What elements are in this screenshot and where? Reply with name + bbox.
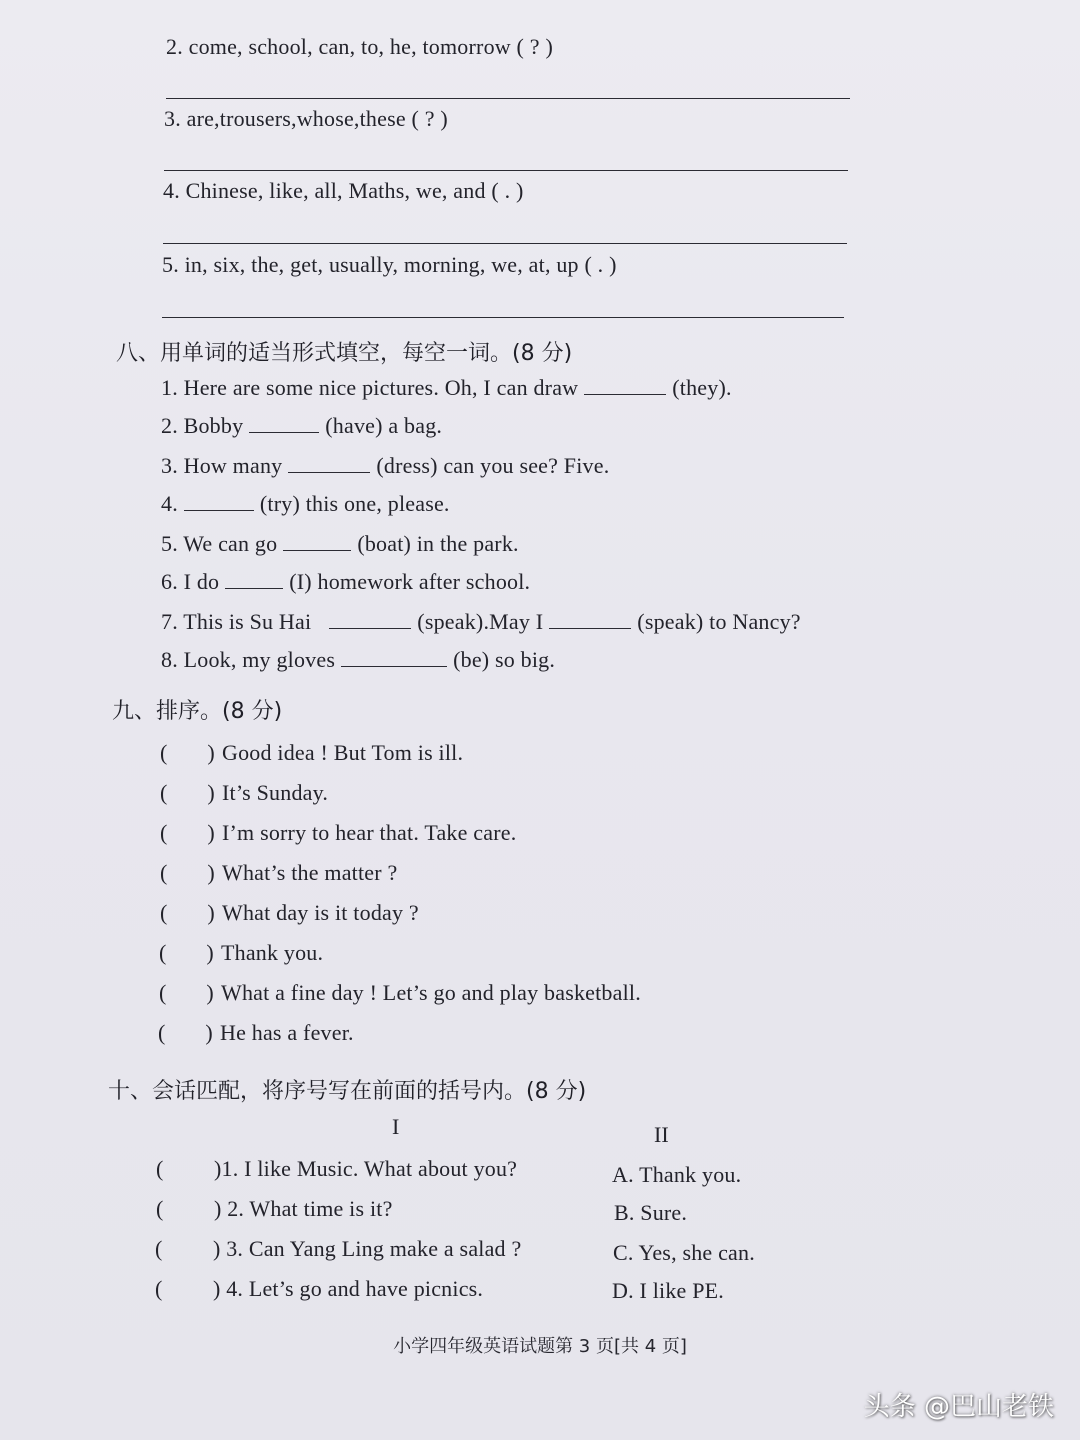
s8-blank-3[interactable]: [288, 452, 370, 473]
s10-answer-bracket[interactable]: (: [156, 1156, 164, 1181]
s10-left-item: [156, 1156, 517, 1182]
s9-item-text: He has a fever.: [220, 1020, 354, 1045]
s9-answer-bracket[interactable]: ( ): [160, 820, 215, 845]
s8-item-1-hint: (they).: [672, 375, 732, 400]
s9-answer-bracket[interactable]: ( ): [160, 900, 215, 925]
s10-answer-bracket[interactable]: (: [156, 1196, 164, 1221]
s9-item-text: Thank you.: [221, 940, 324, 965]
s8-item-4-hint: (try) this one, please.: [259, 491, 450, 516]
s8-item-3-hint: (dress) can you see? Five.: [376, 453, 610, 478]
s9-item-text: Good idea ! But Tom is ill.: [222, 740, 464, 765]
s7-answer-line-2: [166, 98, 850, 99]
s10-left-text: ) 4. Let’s go and have picnics.: [213, 1276, 484, 1301]
s8-item-6: [161, 568, 530, 595]
s7-item-5: 5. in, six, the, get, usually, morning, we, at, up ( . ): [162, 252, 617, 277]
s10-left-item: [155, 1236, 521, 1262]
s9-item: [159, 980, 641, 1006]
s10-left-text: ) 3. Can Yang Ling make a salad ?: [213, 1236, 522, 1261]
s7-answer-line-5: [162, 317, 844, 318]
section9-heading: 九、排序。(8 分): [112, 699, 283, 724]
s8-item-7-hint-b: (speak) to Nancy?: [637, 609, 801, 634]
s8-blank-2[interactable]: [249, 412, 319, 433]
s9-item-text: I’m sorry to hear that. Take care.: [222, 820, 517, 845]
s10-right-item: D. I like PE.: [612, 1278, 724, 1303]
s7-item-3: 3. are,trousers,whose,these ( ? ): [164, 106, 448, 131]
s8-item-2-text: 2. Bobby: [161, 413, 244, 438]
s7-answer-line-4: [163, 243, 847, 244]
s8-item-8-text: 8. Look, my gloves: [161, 647, 336, 672]
s8-item-7-text: 7. This is Su Hai: [161, 609, 312, 634]
s8-item-2: [161, 412, 442, 439]
s8-item-1-text: 1. Here are some nice pictures. Oh, I can draw: [161, 375, 579, 400]
s9-item: [160, 780, 328, 806]
s8-item-4-text: 4.: [161, 491, 178, 516]
s7-answer-line-3: [164, 170, 848, 171]
s8-item-6-text: 6. I do: [161, 569, 220, 594]
s9-answer-bracket[interactable]: ( ): [159, 940, 214, 965]
s9-answer-bracket[interactable]: ( ): [159, 980, 214, 1005]
s8-item-6-hint: (I) homework after school.: [289, 569, 531, 594]
s9-item: [160, 900, 419, 926]
watermark: 头条 @巴山老铁: [863, 1392, 1054, 1422]
s9-item-text: What day is it today ?: [222, 900, 419, 925]
s8-item-7-hint-a: (speak).May I: [417, 609, 544, 634]
s10-answer-bracket[interactable]: (: [155, 1236, 163, 1261]
s10-left-item: [156, 1196, 393, 1222]
s10-answer-bracket[interactable]: (: [155, 1276, 163, 1301]
s8-item-5-text: 5. We can go: [161, 531, 278, 556]
s10-left-text: )1. I like Music. What about you?: [214, 1156, 518, 1181]
s9-answer-bracket[interactable]: ( ): [158, 1020, 213, 1045]
s8-blank-1[interactable]: [584, 374, 666, 395]
section8-heading: 八、用单词的适当形式填空，每空一词。(8 分): [116, 341, 573, 366]
s8-item-8-hint: (be) so big.: [453, 647, 556, 672]
s7-item-4: 4. Chinese, like, all, Maths, we, and ( . ): [163, 178, 524, 203]
section10-heading: 十、会话匹配，将序号写在前面的括号内。(8 分): [108, 1079, 587, 1104]
s8-item-3: [161, 452, 609, 479]
s8-item-5-hint: (boat) in the park.: [357, 531, 519, 556]
s9-answer-bracket[interactable]: ( ): [160, 860, 215, 885]
s9-item-text: What a fine day ! Let’s go and play basketball.: [221, 980, 641, 1005]
s8-item-1: [161, 374, 732, 401]
s8-blank-5[interactable]: [283, 530, 351, 551]
s8-blank-8[interactable]: [341, 646, 447, 667]
s8-item-4: [161, 490, 450, 517]
s8-item-7: [161, 608, 801, 635]
page-footer: 小学四年级英语试题第 3 页[共 4 页]: [393, 1336, 687, 1357]
s10-right-item: B. Sure.: [614, 1200, 688, 1225]
s8-item-3-text: 3. How many: [161, 453, 283, 478]
s9-item: [160, 740, 463, 766]
s8-item-2-hint: (have) a bag.: [325, 413, 443, 438]
s9-item: [160, 860, 397, 886]
s8-blank-7b[interactable]: [549, 608, 631, 629]
s8-blank-4[interactable]: [184, 490, 254, 511]
s9-item: [159, 940, 323, 966]
s9-answer-bracket[interactable]: ( ): [160, 740, 215, 765]
s9-item: [160, 820, 516, 846]
s9-item-text: It’s Sunday.: [222, 780, 329, 805]
column-header-II: II: [654, 1122, 669, 1147]
s9-item: [158, 1020, 354, 1046]
s9-item-text: What’s the matter ?: [222, 860, 398, 885]
s10-left-text: ) 2. What time is it?: [214, 1196, 393, 1221]
s8-item-5: [161, 530, 519, 557]
s8-item-8: [161, 646, 555, 673]
s8-blank-6[interactable]: [225, 568, 283, 589]
s10-right-item: A. Thank you.: [612, 1162, 742, 1187]
s10-right-item: C. Yes, she can.: [613, 1240, 755, 1265]
s10-left-item: [155, 1276, 483, 1302]
s9-answer-bracket[interactable]: ( ): [160, 780, 215, 805]
s7-item-2: 2. come, school, can, to, he, tomorrow ( ? ): [166, 34, 553, 59]
column-header-I: I: [392, 1114, 400, 1139]
s8-blank-7a[interactable]: [329, 608, 411, 629]
